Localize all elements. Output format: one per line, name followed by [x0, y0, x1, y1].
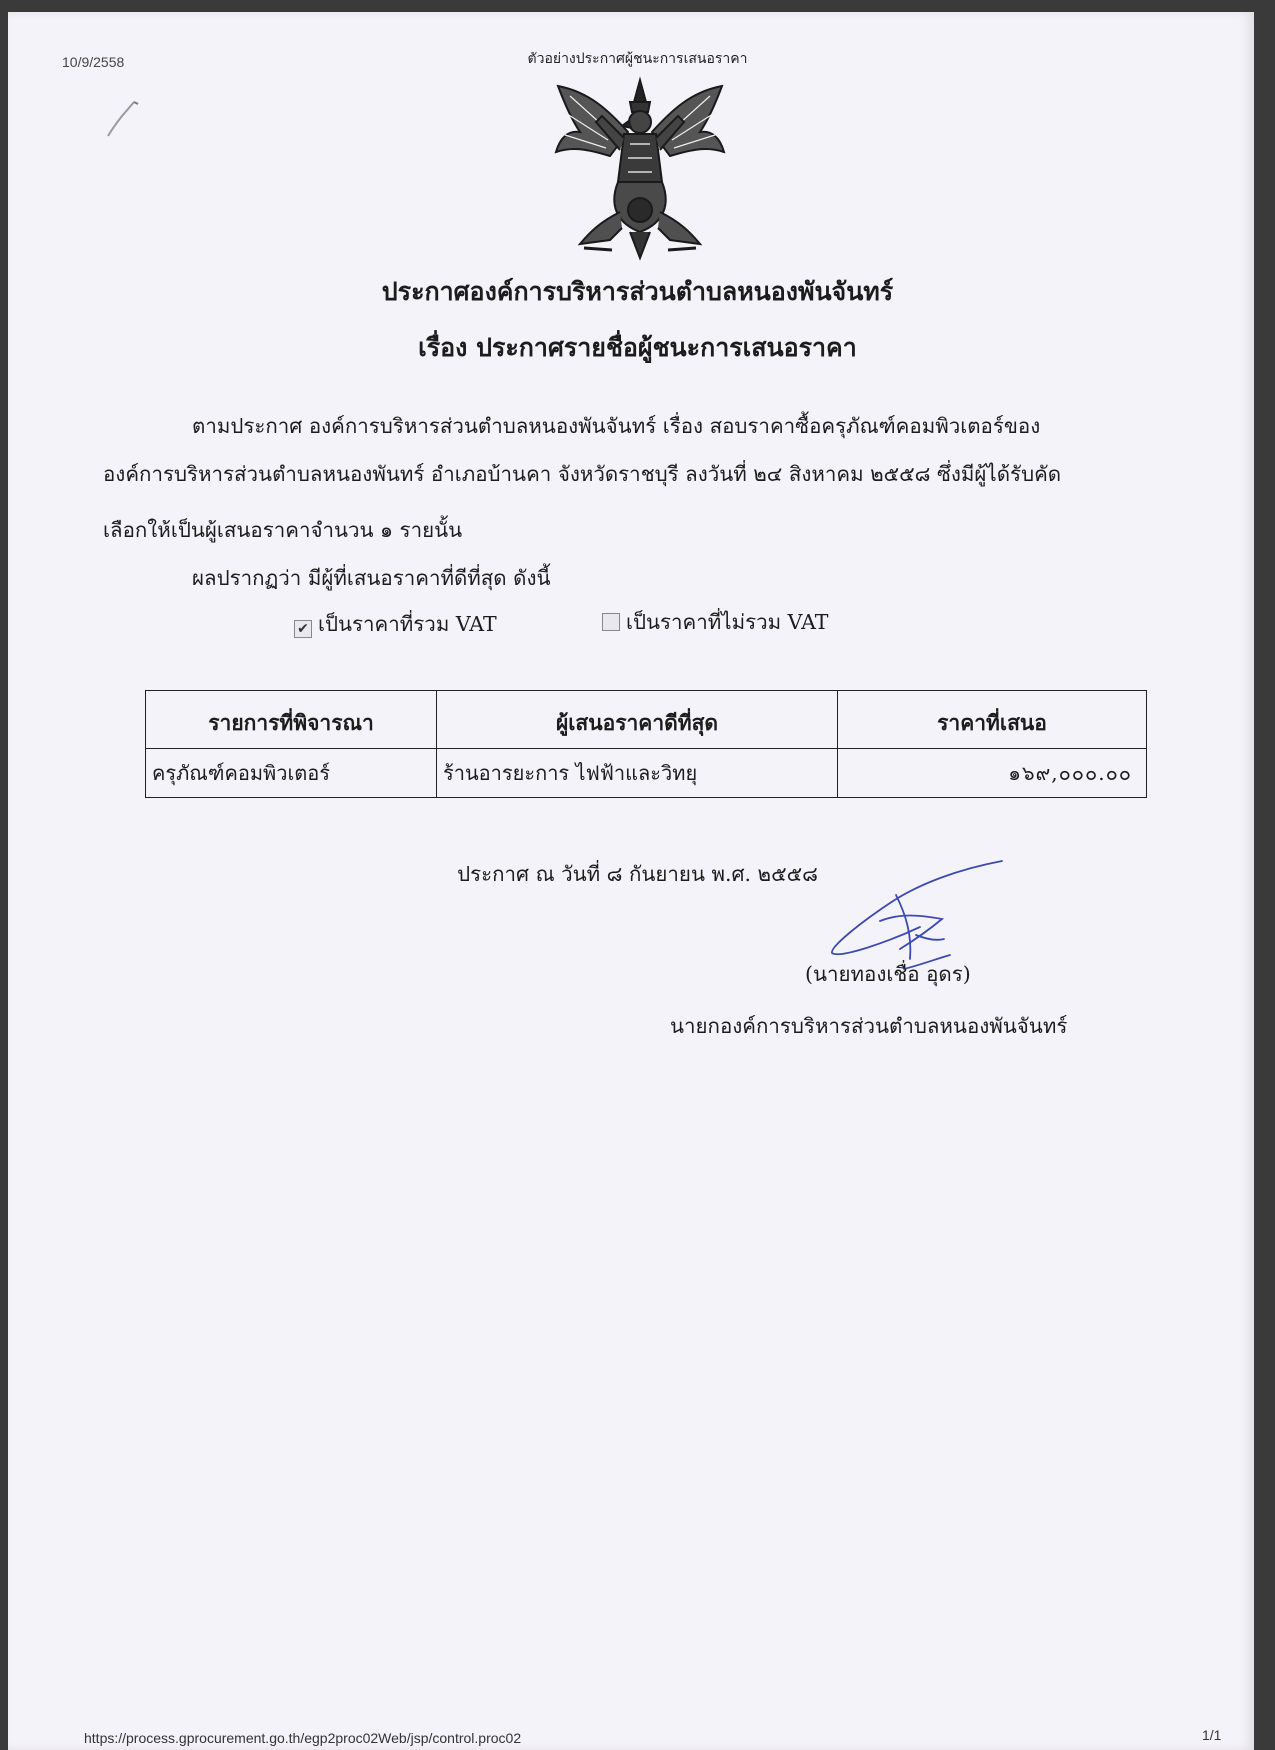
- print-date: 10/9/2558: [62, 54, 125, 70]
- vat-excluded-option: [602, 606, 828, 639]
- announcement-title: ประกาศองค์การบริหารส่วนตำบลหนองพันจันทร์: [381, 277, 894, 306]
- column-header-item: รายการที่พิจารณา: [146, 691, 437, 749]
- handwritten-signature: [820, 855, 1010, 975]
- body-paragraph-line: เลือกให้เป็นผู้เสนอราคาจำนวน ๑ รายนั้น: [103, 518, 463, 542]
- vat-excluded-checkbox: [602, 613, 620, 631]
- cell-price: ๑๖๙,๐๐๐.๐๐: [838, 749, 1147, 798]
- body-paragraph-line: องค์การบริหารส่วนตำบลหนองพันทร์ อำเภอบ้านคา จังหวัดราชบุรี ลงวันที่ ๒๔ สิงหาคม ๒๕๕๘ ซึ่งมีผู้ได้รับคัด: [103, 462, 1062, 486]
- body-paragraph-line: ตามประกาศ องค์การบริหารส่วนตำบลหนองพันจันทร์ เรื่อง สอบราคาซื้อครุภัณฑ์คอมพิวเตอร์ของ: [192, 414, 1041, 438]
- cell-item: ครุภัณฑ์คอมพิวเตอร์: [146, 749, 437, 798]
- result-intro: ผลปรากฏว่า มีผู้ที่เสนอราคาที่ดีที่สุด ดังนี้: [192, 566, 551, 590]
- announcement-subject: เรื่อง ประกาศรายชื่อผู้ชนะการเสนอราคา: [418, 333, 857, 362]
- footer-url: https://process.gprocurement.go.th/egp2proc02Web/jsp/control.proc02: [84, 1730, 522, 1746]
- table-header-row: [146, 691, 1147, 749]
- staple-mark: [104, 96, 144, 140]
- document-type-header: ตัวอย่างประกาศผู้ชนะการเสนอราคา: [527, 50, 748, 66]
- cell-bidder: ร้านอารยะการ ไฟฟ้าและวิทยุ: [437, 749, 838, 798]
- signer-title: นายกองค์การบริหารส่วนตำบลหนองพันจันทร์: [670, 1014, 1068, 1038]
- table-row: [146, 749, 1147, 798]
- vat-included-label: เป็นราคาที่รวม VAT: [318, 612, 497, 636]
- column-header-bidder: ผู้เสนอราคาดีที่สุด: [437, 691, 838, 749]
- vat-excluded-label: เป็นราคาที่ไม่รวม VAT: [626, 610, 829, 634]
- winner-table: [145, 690, 1147, 798]
- page-number: 1/1: [1202, 1727, 1222, 1743]
- vat-included-checkbox: ✔: [294, 620, 312, 638]
- vat-included-option: [294, 608, 497, 641]
- announcement-date: ประกาศ ณ วันที่ ๘ กันยายน พ.ศ. ๒๕๕๘: [457, 862, 818, 886]
- signer-name: (นายทองเชื่อ อุดร): [805, 962, 971, 986]
- column-header-price: ราคาที่เสนอ: [838, 691, 1147, 749]
- garuda-emblem-icon: [550, 72, 730, 262]
